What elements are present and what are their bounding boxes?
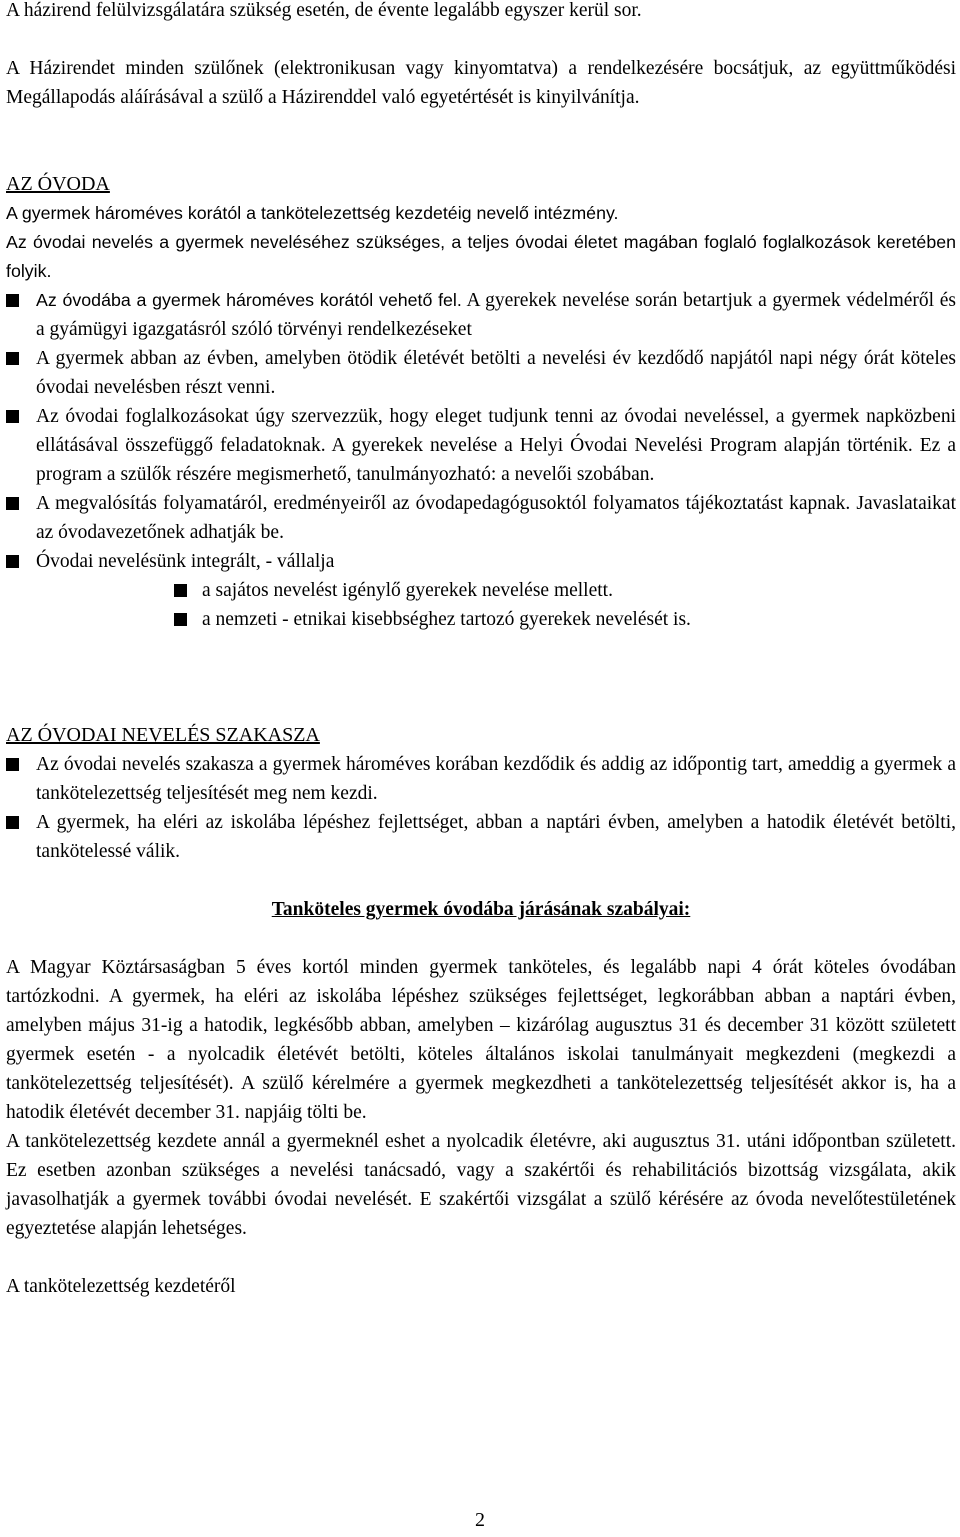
sub-bullet-item <box>6 576 956 605</box>
bullet-item <box>6 286 956 344</box>
section-heading-szakasz: AZ ÓVODAI NEVELÉS SZAKASZA <box>6 724 320 746</box>
bullet-item <box>6 402 956 489</box>
tankoteles-paragraph-2: A tankötelezettség kezdete annál a gyermeknél eshet a nyolcadik életévre, aki augusztus 31. utáni időpontban született. Ez esetben azonban szükséges a nevelési tanácsadó, vagy a szakértői és rehabilitációs bizottság vizsgálata, akik javasolhatják a gyermek további óvodai nevelését. E szakértői vizsgálat a szülő kérésére az óvoda nevelőtestületének egyeztetése alapján lehetséges. <box>6 1131 956 1239</box>
sub-bullet-item <box>6 605 956 634</box>
bullet-item <box>6 344 956 402</box>
spacer <box>6 924 956 953</box>
spacer <box>6 866 956 895</box>
bullet-text: Óvodai nevelésünk integrált, - vállalja <box>36 551 335 572</box>
document-page <box>6 0 956 1301</box>
section-heading-tankoteles: Tanköteles gyermek óvodába járásának szabályai: <box>271 899 691 920</box>
spacer <box>6 112 956 170</box>
bullet-text: A megvalósítás folyamatáról, eredményeiről az óvodapedagógusoktól folyamatos tájékoztatást kapnak. Javaslataikat az óvodavezetőnek adhatják be. <box>36 493 956 543</box>
intro-paragraph-1: A házirend felülvizsgálatára szükség esetén, de évente legalább egyszer kerül sor. <box>6 0 642 21</box>
square-bullet-icon <box>6 497 19 510</box>
ovoda-nevelés-text: Az óvodai nevelés a gyermek neveléséhez szükséges, a teljes óvodai életet magában foglaló foglalkozások keretében folyik. <box>6 232 956 281</box>
ovoda-definition: A gyermek hároméves korától a tankötelezettség kezdetéig nevelő intézmény. <box>6 203 619 223</box>
square-bullet-icon <box>6 758 19 771</box>
intro-paragraph-2: A Házirendet minden szülőnek (elektronikusan vagy kinyomtatva) a rendelkezésére bocsátjuk, az együttműködési Megállapodás aláírásával a szülő a Házirenddel való egyetértését is kinyilvánítja. <box>6 58 956 108</box>
spacer <box>6 634 956 721</box>
bullet-text: A gyermek, ha eléri az iskolába lépéshez fejlettséget, abban a naptári évben, amelyben a hatodik életévét betölti, tankötelessé válik. <box>36 812 956 862</box>
square-bullet-icon <box>6 352 19 365</box>
square-bullet-icon <box>6 410 19 423</box>
page-number: 2 <box>475 1509 485 1531</box>
bullet-text: Az óvodai foglalkozásokat úgy szervezzük, hogy eleget tudjunk tenni az óvodai neveléssel, a gyermek napközbeni ellátásával összefüggő feladatoknak. A gyerekek nevelése a Helyi Óvodai Nevelési Program alapján történik. Ez a program a szülők részére megismerhető, tanulmányozható: a nevelői szobában. <box>36 406 956 485</box>
bullet-item <box>6 750 956 808</box>
spacer <box>6 25 956 54</box>
square-bullet-icon <box>6 816 19 829</box>
bullet-text-sans: Az óvodába a gyermek hároméves korától vehető fel. <box>36 290 462 310</box>
square-bullet-icon <box>6 294 19 307</box>
spacer <box>6 1243 956 1272</box>
sub-bullet-text: a nemzeti - etnikai kisebbséghez tartozó gyerekek nevelését is. <box>202 609 691 630</box>
square-bullet-icon <box>6 555 19 568</box>
bullet-text: A gyermek abban az évben, amelyben ötödik életévét betölti a nevelési év kezdődő napjától napi négy órát köteles óvodai nevelésben részt venni. <box>36 348 956 398</box>
tankoteles-subheading: A tankötelezettség kezdetéről <box>6 1276 236 1297</box>
bullet-item <box>6 808 956 866</box>
sub-bullet-text: a sajátos nevelést igénylő gyerekek nevelése mellett. <box>202 580 613 601</box>
square-bullet-icon <box>174 584 187 597</box>
bullet-item <box>6 547 956 576</box>
bullet-text: A gyerekek nevelése során betartjuk a gyermek védelméről és a gyámügyi igazgatásról szóló törvényi rendelkezéseket <box>36 290 956 340</box>
square-bullet-icon <box>174 613 187 626</box>
bullet-item <box>6 489 956 547</box>
tankoteles-paragraph-1: A Magyar Köztársaságban 5 éves kortól minden gyermek tanköteles, és legalább napi 4 órát köteles óvodában tartózkodni. A gyermek, ha eléri az iskolába lépéshez szükséges fejlettséget, legkorábban abban a naptári évben, amelyben május 31-ig a hatodik, legkésőbb abban, amelyben – kizárólag augusztus 31 és december 31 között született gyermek esetén - a nyolcadik életévét betölti, köteles általános iskolai tanulmányait megkezdeni (megkezdi a tankötelezettség teljesítését). A szülő kérelmére a gyermek megkezdheti a tankötelezettség teljesítését akkor is, ha a hatodik életévét december 31. napjáig tölti be. <box>6 957 956 1123</box>
section-heading-ovoda: AZ ÓVODA <box>6 173 110 195</box>
bullet-text: Az óvodai nevelés szakasza a gyermek hároméves korában kezdődik és addig az időpontig tart, ameddig a gyermek a tankötelezettség teljesítését meg nem kezdi. <box>36 754 956 804</box>
